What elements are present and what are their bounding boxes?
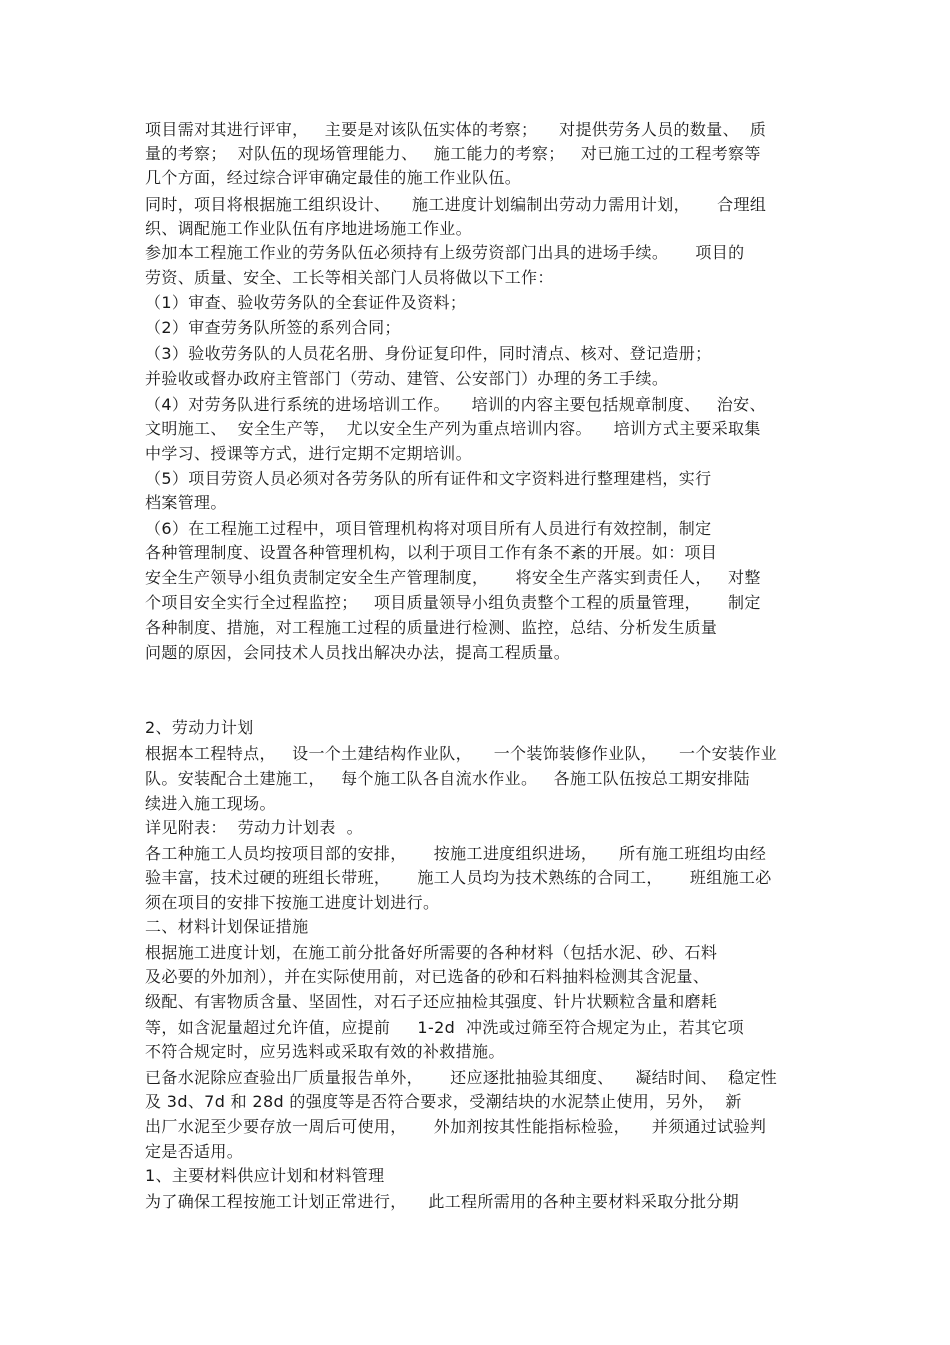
paragraph-line: 根据本工程特点， 设一个土建结构作业队， 一个装饰装修作业队， 一个安装作业 <box>145 744 778 763</box>
paragraph-line: 及 3d、7d 和 28d 的强度等是否符合要求，受潮结块的水泥禁止使用，另外， 新 <box>145 1092 742 1111</box>
paragraph-line: 中学习、授课等方式，进行定期不定期培训。 <box>145 444 473 463</box>
paragraph-line: 文明施工、 安全生产等， 尤以安全生产列为重点培训内容。 培训方式主要采取集 <box>145 419 761 438</box>
paragraph-line: 并验收或督办政府主管部门（劳动、建管、公安部门）办理的务工手续。 <box>145 369 669 388</box>
paragraph-line: 档案管理。 <box>145 493 227 512</box>
section-heading: 2、劳动力计划 <box>145 718 254 737</box>
paragraph-line: 项目需对其进行评审， 主要是对该队伍实体的考察； 对提供劳务人员的数量、 质 <box>145 120 767 139</box>
paragraph-line: 织、调配施工作业队伍有序地进场施工作业。 <box>145 219 473 238</box>
paragraph-line: 问题的原因，会同技术人员找出解决办法，提高工程质量。 <box>145 643 571 662</box>
paragraph-line: 安全生产领导小组负责制定安全生产管理制度， 将安全生产落实到责任人， 对整 <box>145 568 761 587</box>
paragraph-line: 级配、有害物质含量、坚固性，对石子还应抽检其强度、针片状颗粒含量和磨耗 <box>145 992 718 1011</box>
paragraph-line: 须在项目的安排下按施工进度计划进行。 <box>145 893 440 912</box>
paragraph-line: 几个方面，经过综合评审确定最佳的施工作业队伍。 <box>145 168 522 187</box>
paragraph-line: 详见附表： 劳动力计划表 。 <box>145 818 363 837</box>
list-item: （4）对劳务队进行系统的进场培训工作。 培训的内容主要包括规章制度、 治安、 <box>145 395 766 414</box>
paragraph-line: 已备水泥除应查验出厂质量报告单外， 还应逐批抽验其细度、 凝结时间、 稳定性 <box>145 1068 778 1087</box>
paragraph-line: 量的考察； 对队伍的现场管理能力、 施工能力的考察； 对已施工过的工程考察等 <box>145 144 761 163</box>
list-item: （6）在工程施工过程中，项目管理机构将对项目所有人员进行有效控制，制定 <box>145 519 712 538</box>
paragraph-line: 验丰富，技术过硬的班组长带班， 施工人员均为技术熟练的合同工， 班组施工必 <box>145 868 772 887</box>
list-item: （1）审查、验收劳务队的全套证件及资料； <box>145 293 467 312</box>
paragraph-line: 各工种施工人员均按项目部的安排， 按施工进度组织进场， 所有施工班组均由经 <box>145 844 767 863</box>
paragraph-line: 出厂水泥至少要存放一周后可使用， 外加剂按其性能指标检验， 并须通过试验判 <box>145 1117 767 1136</box>
section-heading: 二、材料计划保证措施 <box>145 917 309 936</box>
paragraph-line: 各种管理制度、设置各种管理机构，以利于项目工作有条不紊的开展。如：项目 <box>145 543 718 562</box>
paragraph-line: 各种制度、措施，对工程施工过程的质量进行检测、监控，总结、分析发生质量 <box>145 618 718 637</box>
paragraph-line: 续进入施工现场。 <box>145 794 276 813</box>
section-heading: 1、主要材料供应计划和材料管理 <box>145 1166 385 1185</box>
paragraph-line: 不符合规定时，应另选料或采取有效的补救措施。 <box>145 1042 505 1061</box>
paragraph-line: 队。安装配合土建施工， 每个施工队各自流水作业。 各施工队伍按总工期安排陆 <box>145 769 750 788</box>
paragraph-line: 劳资、质量、安全、工长等相关部门人员将做以下工作： <box>145 268 554 287</box>
paragraph-line: 个项目安全实行全过程监控； 项目质量领导小组负责整个工程的质量管理， 制定 <box>145 593 761 612</box>
paragraph-line: 等，如含泥量超过允许值，应提前 1-2d 冲洗或过筛至符合规定为止，若其它项 <box>145 1018 744 1037</box>
paragraph-line: 参加本工程施工作业的劳务队伍必须持有上级劳资部门出具的进场手续。 项目的 <box>145 243 745 262</box>
paragraph-line: 及必要的外加剂），并在实际使用前，对已选备的砂和石料抽料检测其含泥量、 <box>145 967 710 986</box>
list-item: （5）项目劳资人员必须对各劳务队的所有证件和文字资料进行整理建档，实行 <box>145 469 712 488</box>
list-item: （2）审查劳务队所签的系列合同； <box>145 318 401 337</box>
paragraph-line: 为了确保工程按施工计划正常进行， 此工程所需用的各种主要材料采取分批分期 <box>145 1192 739 1211</box>
paragraph-line: 定是否适用。 <box>145 1142 244 1161</box>
paragraph-line: 同时，项目将根据施工组织设计、 施工进度计划编制出劳动力需用计划， 合理组 <box>145 195 767 214</box>
list-item: （3）验收劳务队的人员花名册、身份证复印件，同时清点、核对、登记造册； <box>145 344 712 363</box>
paragraph-line: 根据施工进度计划，在施工前分批备好所需要的各种材料（包括水泥、砂、石料 <box>145 943 718 962</box>
